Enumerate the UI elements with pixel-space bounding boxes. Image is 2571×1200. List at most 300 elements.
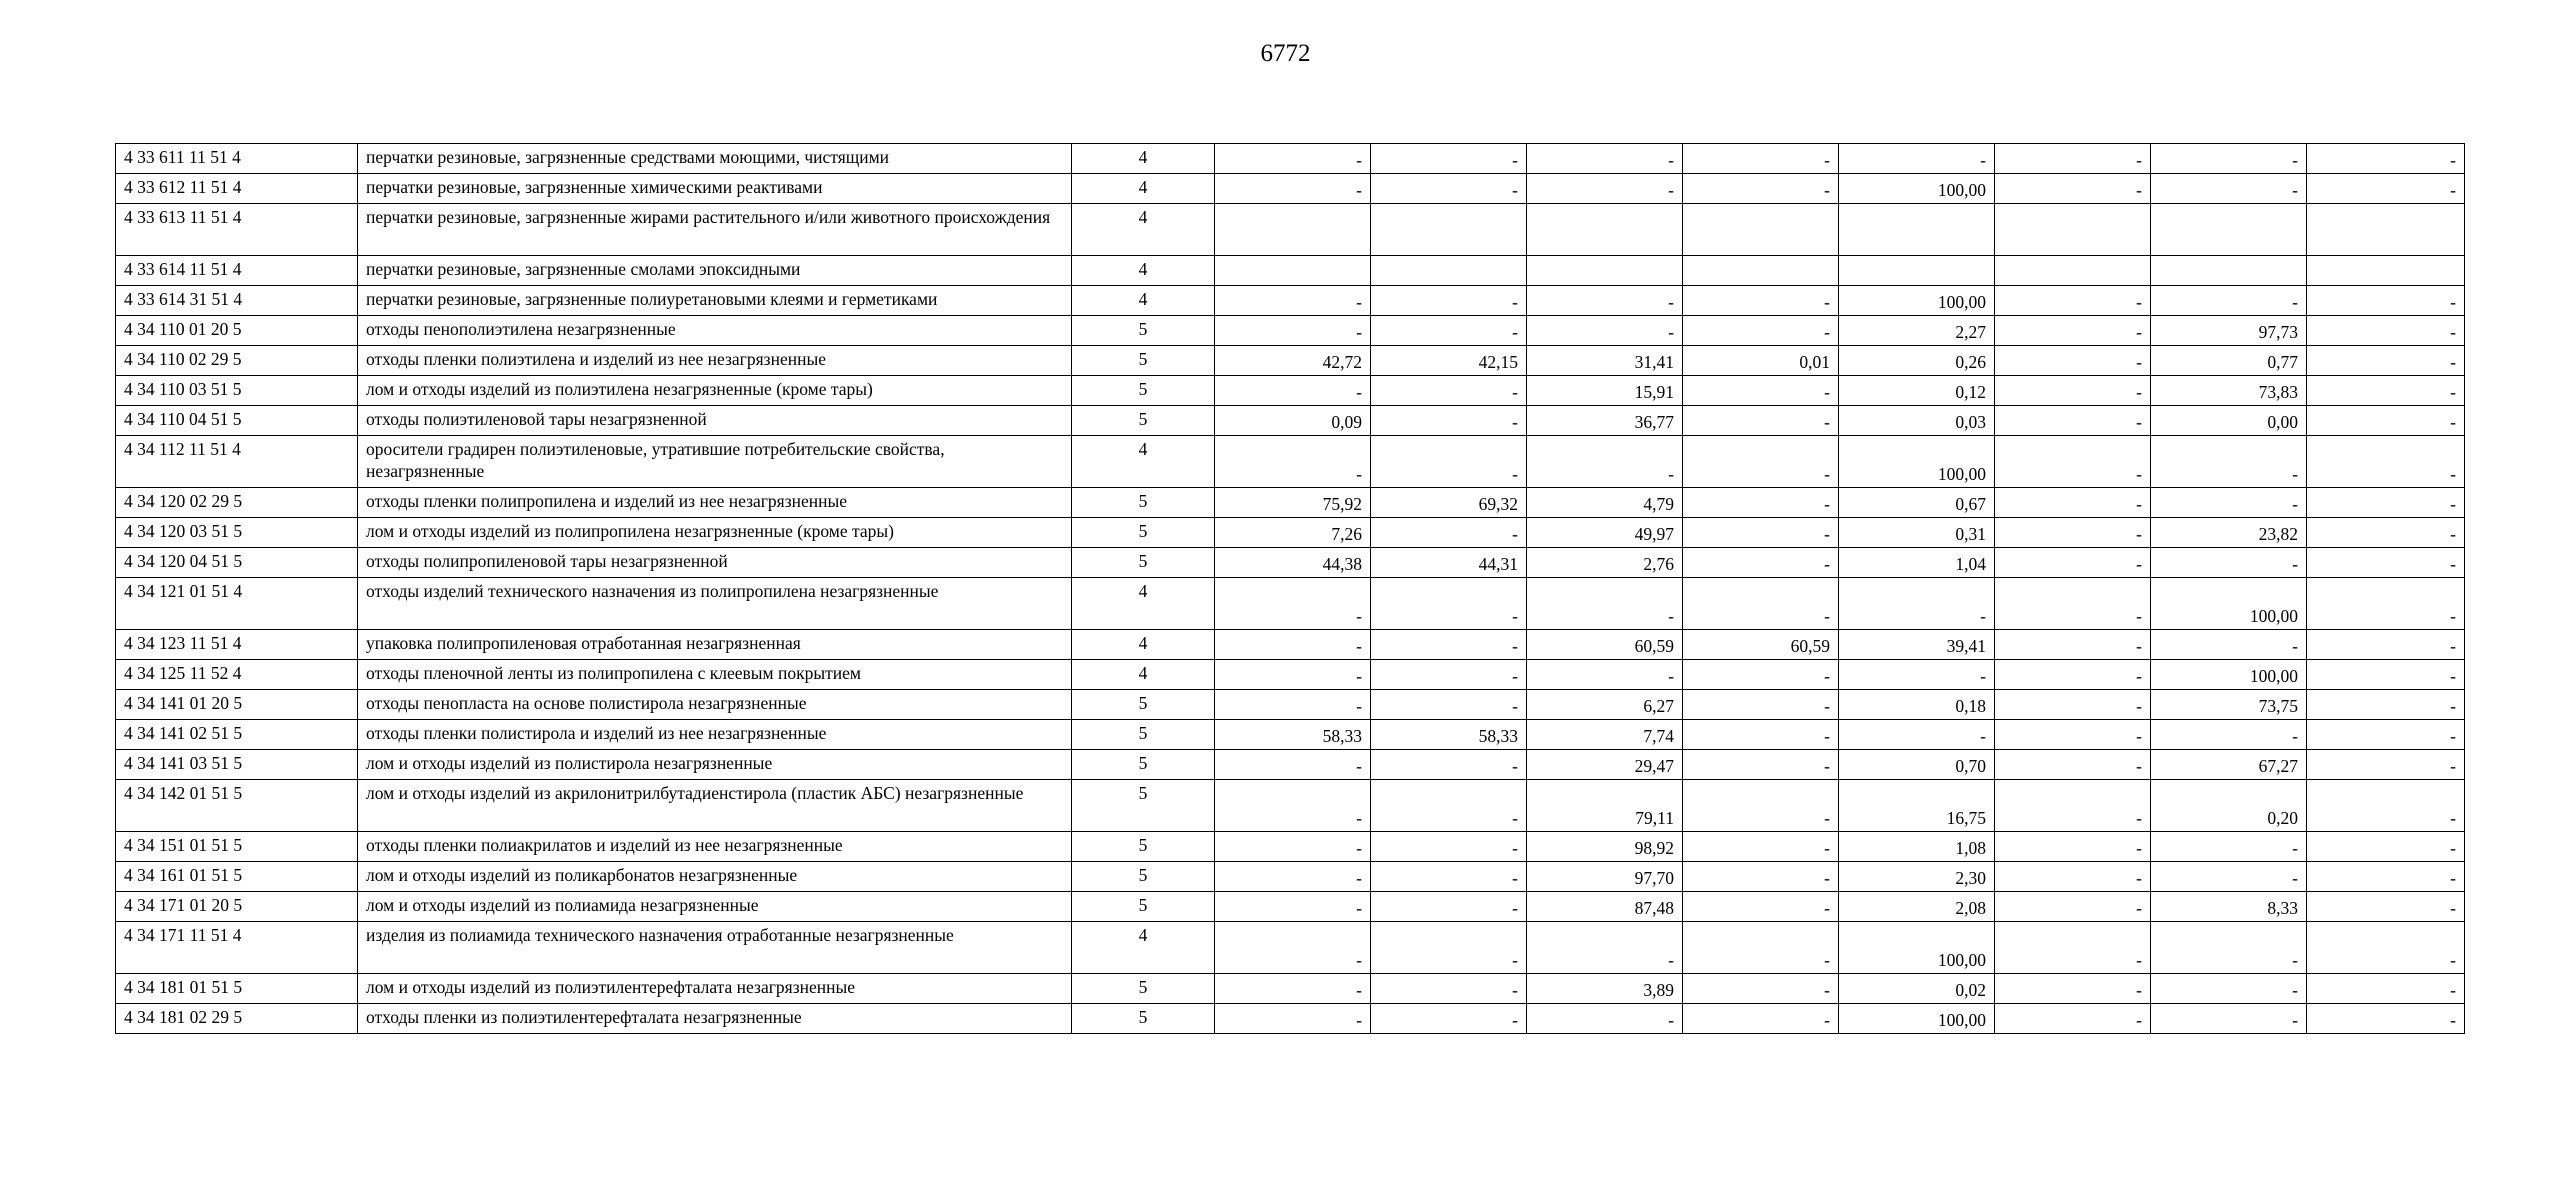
hazard-class-cell: 4 xyxy=(1072,922,1215,974)
value-cell: - xyxy=(1995,346,2151,376)
value-cell: - xyxy=(2307,286,2465,316)
value-cell: 0,77 xyxy=(2151,346,2307,376)
value-cell: 44,31 xyxy=(1371,548,1527,578)
value-cell: - xyxy=(2307,922,2465,974)
value-cell: - xyxy=(1215,578,1371,630)
waste-code-cell: 4 34 110 04 51 5 xyxy=(116,406,358,436)
value-cell: 44,38 xyxy=(1215,548,1371,578)
value-cell: 97,70 xyxy=(1527,862,1683,892)
value-cell: - xyxy=(1683,376,1839,406)
value-cell: - xyxy=(2307,376,2465,406)
waste-code-cell: 4 33 611 11 51 4 xyxy=(116,144,358,174)
value-cell: - xyxy=(1683,174,1839,204)
value-cell: 31,41 xyxy=(1527,346,1683,376)
table-row xyxy=(116,630,2465,660)
hazard-class-cell: 5 xyxy=(1072,832,1215,862)
value-cell: 7,74 xyxy=(1527,720,1683,750)
table-row xyxy=(116,286,2465,316)
value-cell: 67,27 xyxy=(2151,750,2307,780)
waste-code-cell: 4 34 110 01 20 5 xyxy=(116,316,358,346)
value-cell xyxy=(1371,256,1527,286)
table-row xyxy=(116,376,2465,406)
table-row xyxy=(116,204,2465,256)
table-row xyxy=(116,578,2465,630)
value-cell: - xyxy=(1995,174,2151,204)
table-row xyxy=(116,406,2465,436)
value-cell: - xyxy=(1527,316,1683,346)
value-cell: - xyxy=(1371,892,1527,922)
table-row xyxy=(116,660,2465,690)
value-cell: - xyxy=(1215,174,1371,204)
value-cell: 100,00 xyxy=(1839,922,1995,974)
waste-code-cell: 4 34 151 01 51 5 xyxy=(116,832,358,862)
value-cell: - xyxy=(1995,376,2151,406)
waste-name-cell: отходы пленки из полиэтилентерефталата незагрязненные xyxy=(358,1004,1072,1034)
value-cell: - xyxy=(1839,144,1995,174)
value-cell xyxy=(1995,204,2151,256)
value-cell: 79,11 xyxy=(1527,780,1683,832)
value-cell: - xyxy=(1215,1004,1371,1034)
value-cell: - xyxy=(2151,1004,2307,1034)
value-cell: - xyxy=(1215,144,1371,174)
value-cell: 29,47 xyxy=(1527,750,1683,780)
value-cell: 69,32 xyxy=(1371,488,1527,518)
waste-name-cell: перчатки резиновые, загрязненные средствами моющими, чистящими xyxy=(358,144,1072,174)
value-cell: - xyxy=(1215,922,1371,974)
waste-name-cell: лом и отходы изделий из акрилонитрилбутадиенстирола (пластик АБС) незагрязненные xyxy=(358,780,1072,832)
value-cell xyxy=(2151,204,2307,256)
value-cell: - xyxy=(1995,406,2151,436)
value-cell: 3,89 xyxy=(1527,974,1683,1004)
hazard-class-cell: 4 xyxy=(1072,256,1215,286)
value-cell: 60,59 xyxy=(1683,630,1839,660)
waste-code-cell: 4 34 161 01 51 5 xyxy=(116,862,358,892)
value-cell: 2,27 xyxy=(1839,316,1995,346)
value-cell: - xyxy=(2151,488,2307,518)
waste-name-cell: упаковка полипропиленовая отработанная незагрязненная xyxy=(358,630,1072,660)
value-cell: 0,26 xyxy=(1839,346,1995,376)
value-cell: 0,31 xyxy=(1839,518,1995,548)
value-cell: 0,01 xyxy=(1683,346,1839,376)
waste-code-cell: 4 34 171 01 20 5 xyxy=(116,892,358,922)
value-cell: - xyxy=(1995,578,2151,630)
hazard-class-cell: 5 xyxy=(1072,376,1215,406)
hazard-class-cell: 4 xyxy=(1072,436,1215,488)
waste-code-cell: 4 34 121 01 51 4 xyxy=(116,578,358,630)
value-cell: 0,12 xyxy=(1839,376,1995,406)
hazard-class-cell: 5 xyxy=(1072,862,1215,892)
value-cell: - xyxy=(1371,862,1527,892)
value-cell: - xyxy=(1995,892,2151,922)
value-cell: 2,30 xyxy=(1839,862,1995,892)
waste-code-cell: 4 33 614 31 51 4 xyxy=(116,286,358,316)
value-cell: - xyxy=(1683,660,1839,690)
value-cell: - xyxy=(1683,488,1839,518)
value-cell: 2,08 xyxy=(1839,892,1995,922)
value-cell: 97,73 xyxy=(2151,316,2307,346)
value-cell: - xyxy=(1683,548,1839,578)
value-cell: - xyxy=(1683,780,1839,832)
value-cell: - xyxy=(2307,690,2465,720)
hazard-class-cell: 5 xyxy=(1072,1004,1215,1034)
value-cell: - xyxy=(2151,286,2307,316)
value-cell: - xyxy=(2151,922,2307,974)
value-cell: - xyxy=(1371,660,1527,690)
value-cell: - xyxy=(1995,660,2151,690)
value-cell: - xyxy=(2151,436,2307,488)
value-cell: 23,82 xyxy=(2151,518,2307,548)
hazard-class-cell: 4 xyxy=(1072,174,1215,204)
table-row xyxy=(116,548,2465,578)
value-cell: 0,20 xyxy=(2151,780,2307,832)
waste-code-cell: 4 34 141 02 51 5 xyxy=(116,720,358,750)
value-cell: - xyxy=(1683,578,1839,630)
value-cell: - xyxy=(2307,518,2465,548)
hazard-class-cell: 4 xyxy=(1072,578,1215,630)
table-row xyxy=(116,780,2465,832)
table-row xyxy=(116,922,2465,974)
waste-code-cell: 4 34 120 04 51 5 xyxy=(116,548,358,578)
value-cell: 98,92 xyxy=(1527,832,1683,862)
value-cell: - xyxy=(2307,892,2465,922)
value-cell: - xyxy=(1371,780,1527,832)
value-cell: - xyxy=(1371,578,1527,630)
value-cell xyxy=(2307,256,2465,286)
value-cell: - xyxy=(1371,436,1527,488)
value-cell: 87,48 xyxy=(1527,892,1683,922)
waste-code-cell: 4 34 110 03 51 5 xyxy=(116,376,358,406)
value-cell: 39,41 xyxy=(1839,630,1995,660)
waste-name-cell: лом и отходы изделий из полиэтилена незагрязненные (кроме тары) xyxy=(358,376,1072,406)
value-cell xyxy=(1371,204,1527,256)
value-cell xyxy=(2307,204,2465,256)
value-cell: - xyxy=(2307,780,2465,832)
value-cell: - xyxy=(1995,974,2151,1004)
table-row xyxy=(116,974,2465,1004)
value-cell: - xyxy=(2151,720,2307,750)
hazard-class-cell: 5 xyxy=(1072,488,1215,518)
table-row xyxy=(116,316,2465,346)
hazard-class-cell: 5 xyxy=(1072,548,1215,578)
waste-name-cell: лом и отходы изделий из полипропилена незагрязненные (кроме тары) xyxy=(358,518,1072,548)
value-cell: - xyxy=(1527,660,1683,690)
waste-code-cell: 4 34 112 11 51 4 xyxy=(116,436,358,488)
value-cell: - xyxy=(1215,832,1371,862)
waste-name-cell: лом и отходы изделий из поликарбонатов незагрязненные xyxy=(358,862,1072,892)
table-row xyxy=(116,346,2465,376)
value-cell: - xyxy=(1995,750,2151,780)
value-cell: 0,02 xyxy=(1839,974,1995,1004)
table-row xyxy=(116,720,2465,750)
value-cell: - xyxy=(1683,518,1839,548)
waste-code-cell: 4 34 171 11 51 4 xyxy=(116,922,358,974)
value-cell xyxy=(1215,256,1371,286)
value-cell: - xyxy=(1215,892,1371,922)
hazard-class-cell: 4 xyxy=(1072,144,1215,174)
waste-name-cell: отходы пенопласта на основе полистирола незагрязненные xyxy=(358,690,1072,720)
hazard-class-cell: 5 xyxy=(1072,750,1215,780)
value-cell: - xyxy=(1995,780,2151,832)
value-cell: - xyxy=(1995,832,2151,862)
value-cell xyxy=(1995,256,2151,286)
hazard-class-cell: 5 xyxy=(1072,346,1215,376)
value-cell: - xyxy=(1683,316,1839,346)
value-cell: - xyxy=(1995,862,2151,892)
value-cell xyxy=(1683,256,1839,286)
value-cell: - xyxy=(1995,144,2151,174)
value-cell: 0,18 xyxy=(1839,690,1995,720)
value-cell: 36,77 xyxy=(1527,406,1683,436)
value-cell: - xyxy=(1683,720,1839,750)
value-cell: - xyxy=(1683,1004,1839,1034)
value-cell: - xyxy=(1371,832,1527,862)
table-row xyxy=(116,174,2465,204)
waste-code-cell: 4 34 181 02 29 5 xyxy=(116,1004,358,1034)
value-cell: - xyxy=(1371,174,1527,204)
table-row xyxy=(116,1004,2465,1034)
value-cell: 1,08 xyxy=(1839,832,1995,862)
value-cell: 73,75 xyxy=(2151,690,2307,720)
value-cell: - xyxy=(1371,750,1527,780)
value-cell: 73,83 xyxy=(2151,376,2307,406)
value-cell: - xyxy=(1527,436,1683,488)
value-cell: - xyxy=(2151,862,2307,892)
value-cell: - xyxy=(1683,832,1839,862)
value-cell: - xyxy=(2151,174,2307,204)
value-cell: 15,91 xyxy=(1527,376,1683,406)
waste-code-cell: 4 34 123 11 51 4 xyxy=(116,630,358,660)
value-cell: - xyxy=(2307,436,2465,488)
hazard-class-cell: 5 xyxy=(1072,892,1215,922)
value-cell xyxy=(2151,256,2307,286)
value-cell: - xyxy=(1683,436,1839,488)
waste-code-cell: 4 34 142 01 51 5 xyxy=(116,780,358,832)
waste-name-cell: отходы изделий технического назначения из полипропилена незагрязненные xyxy=(358,578,1072,630)
value-cell: - xyxy=(1995,690,2151,720)
value-cell: - xyxy=(1839,720,1995,750)
value-cell: - xyxy=(2151,548,2307,578)
value-cell: 4,79 xyxy=(1527,488,1683,518)
table-row xyxy=(116,436,2465,488)
value-cell: - xyxy=(2151,974,2307,1004)
waste-name-cell: отходы полипропиленовой тары незагрязненной xyxy=(358,548,1072,578)
value-cell: 75,92 xyxy=(1215,488,1371,518)
value-cell: - xyxy=(1215,316,1371,346)
value-cell: - xyxy=(2307,720,2465,750)
value-cell: - xyxy=(1527,922,1683,974)
value-cell: 0,09 xyxy=(1215,406,1371,436)
value-cell: - xyxy=(1527,286,1683,316)
value-cell: - xyxy=(2307,750,2465,780)
value-cell: 8,33 xyxy=(2151,892,2307,922)
value-cell: - xyxy=(1995,488,2151,518)
waste-code-cell: 4 34 120 03 51 5 xyxy=(116,518,358,548)
waste-name-cell: лом и отходы изделий из полистирола незагрязненные xyxy=(358,750,1072,780)
waste-code-cell: 4 34 141 03 51 5 xyxy=(116,750,358,780)
hazard-class-cell: 4 xyxy=(1072,630,1215,660)
value-cell: 100,00 xyxy=(1839,436,1995,488)
value-cell: 49,97 xyxy=(1527,518,1683,548)
value-cell: - xyxy=(1527,174,1683,204)
table-row xyxy=(116,488,2465,518)
value-cell: - xyxy=(1371,922,1527,974)
value-cell: - xyxy=(2307,630,2465,660)
value-cell: - xyxy=(1371,376,1527,406)
value-cell: - xyxy=(1215,750,1371,780)
value-cell: - xyxy=(1995,436,2151,488)
value-cell: 0,00 xyxy=(2151,406,2307,436)
waste-code-cell: 4 33 613 11 51 4 xyxy=(116,204,358,256)
waste-code-cell: 4 33 614 11 51 4 xyxy=(116,256,358,286)
value-cell: - xyxy=(1371,690,1527,720)
waste-name-cell: отходы пленки полиэтилена и изделий из нее незагрязненные xyxy=(358,346,1072,376)
value-cell: - xyxy=(2307,144,2465,174)
value-cell: - xyxy=(1839,660,1995,690)
hazard-class-cell: 4 xyxy=(1072,204,1215,256)
hazard-class-cell: 5 xyxy=(1072,518,1215,548)
value-cell: - xyxy=(1215,862,1371,892)
value-cell: - xyxy=(2307,660,2465,690)
value-cell: - xyxy=(1995,720,2151,750)
value-cell: - xyxy=(1527,578,1683,630)
waste-name-cell: перчатки резиновые, загрязненные смолами эпоксидными xyxy=(358,256,1072,286)
value-cell: 16,75 xyxy=(1839,780,1995,832)
waste-name-cell: отходы пенополиэтилена незагрязненные xyxy=(358,316,1072,346)
value-cell: 42,72 xyxy=(1215,346,1371,376)
value-cell: - xyxy=(1683,974,1839,1004)
waste-name-cell: оросители градирен полиэтиленовые, утратившие потребительские свойства, незагрязненные xyxy=(358,436,1072,488)
value-cell: - xyxy=(2151,144,2307,174)
value-cell: - xyxy=(2307,346,2465,376)
value-cell: 100,00 xyxy=(1839,286,1995,316)
value-cell: - xyxy=(1683,144,1839,174)
value-cell: - xyxy=(1371,406,1527,436)
value-cell xyxy=(1527,256,1683,286)
value-cell: - xyxy=(2151,630,2307,660)
value-cell: - xyxy=(1683,286,1839,316)
value-cell: - xyxy=(1215,660,1371,690)
value-cell: - xyxy=(1995,286,2151,316)
value-cell: - xyxy=(1215,690,1371,720)
value-cell: - xyxy=(1371,144,1527,174)
value-cell: 100,00 xyxy=(1839,174,1995,204)
value-cell: - xyxy=(1215,286,1371,316)
value-cell xyxy=(1527,204,1683,256)
hazard-class-cell: 5 xyxy=(1072,780,1215,832)
value-cell: - xyxy=(1995,518,2151,548)
value-cell: 58,33 xyxy=(1371,720,1527,750)
waste-code-cell: 4 34 125 11 52 4 xyxy=(116,660,358,690)
table-row xyxy=(116,690,2465,720)
waste-code-cell: 4 34 141 01 20 5 xyxy=(116,690,358,720)
value-cell: 7,26 xyxy=(1215,518,1371,548)
value-cell: - xyxy=(2307,832,2465,862)
waste-name-cell: отходы пленки полипропилена и изделий из нее незагрязненные xyxy=(358,488,1072,518)
waste-code-cell: 4 34 181 01 51 5 xyxy=(116,974,358,1004)
value-cell: - xyxy=(2307,174,2465,204)
hazard-class-cell: 5 xyxy=(1072,406,1215,436)
value-cell: - xyxy=(1215,436,1371,488)
waste-name-cell: изделия из полиамида технического назначения отработанные незагрязненные xyxy=(358,922,1072,974)
value-cell: - xyxy=(2307,406,2465,436)
waste-code-cell: 4 33 612 11 51 4 xyxy=(116,174,358,204)
value-cell: - xyxy=(1683,922,1839,974)
value-cell: - xyxy=(2307,548,2465,578)
value-cell: - xyxy=(1995,548,2151,578)
waste-name-cell: перчатки резиновые, загрязненные химическими реактивами xyxy=(358,174,1072,204)
waste-composition-table xyxy=(115,143,2465,1034)
waste-name-cell: отходы полиэтиленовой тары незагрязненной xyxy=(358,406,1072,436)
value-cell: - xyxy=(2307,316,2465,346)
value-cell xyxy=(1839,256,1995,286)
value-cell: 60,59 xyxy=(1527,630,1683,660)
value-cell: - xyxy=(1683,690,1839,720)
table-row xyxy=(116,892,2465,922)
value-cell: - xyxy=(1683,892,1839,922)
hazard-class-cell: 5 xyxy=(1072,720,1215,750)
value-cell: - xyxy=(2307,862,2465,892)
waste-name-cell: перчатки резиновые, загрязненные жирами растительного и/или животного происхождения xyxy=(358,204,1072,256)
table-row xyxy=(116,862,2465,892)
value-cell: - xyxy=(1995,1004,2151,1034)
value-cell: - xyxy=(1215,974,1371,1004)
waste-name-cell: лом и отходы изделий из полиамида незагрязненные xyxy=(358,892,1072,922)
waste-name-cell: лом и отходы изделий из полиэтилентерефталата незагрязненные xyxy=(358,974,1072,1004)
value-cell: - xyxy=(1527,1004,1683,1034)
value-cell: - xyxy=(1839,578,1995,630)
value-cell: - xyxy=(2307,1004,2465,1034)
value-cell: 2,76 xyxy=(1527,548,1683,578)
value-cell: - xyxy=(1995,630,2151,660)
value-cell: - xyxy=(2307,974,2465,1004)
value-cell: 100,00 xyxy=(2151,578,2307,630)
value-cell: - xyxy=(1215,780,1371,832)
value-cell: - xyxy=(1527,144,1683,174)
table-row xyxy=(116,518,2465,548)
waste-code-cell: 4 34 120 02 29 5 xyxy=(116,488,358,518)
value-cell: 58,33 xyxy=(1215,720,1371,750)
hazard-class-cell: 5 xyxy=(1072,974,1215,1004)
value-cell: - xyxy=(2307,488,2465,518)
value-cell: 1,04 xyxy=(1839,548,1995,578)
value-cell: - xyxy=(1371,518,1527,548)
value-cell: - xyxy=(1371,316,1527,346)
table-row xyxy=(116,144,2465,174)
value-cell: - xyxy=(2307,578,2465,630)
waste-name-cell: отходы пленки полистирола и изделий из нее незагрязненные xyxy=(358,720,1072,750)
value-cell: - xyxy=(1371,286,1527,316)
value-cell: 42,15 xyxy=(1371,346,1527,376)
page-number: 6772 xyxy=(1260,40,1311,67)
value-cell: - xyxy=(1371,1004,1527,1034)
waste-name-cell: перчатки резиновые, загрязненные полиуретановыми клеями и герметиками xyxy=(358,286,1072,316)
value-cell: - xyxy=(1215,630,1371,660)
value-cell xyxy=(1839,204,1995,256)
hazard-class-cell: 4 xyxy=(1072,660,1215,690)
value-cell: - xyxy=(1683,862,1839,892)
value-cell: 0,03 xyxy=(1839,406,1995,436)
value-cell xyxy=(1215,204,1371,256)
table-row xyxy=(116,750,2465,780)
value-cell: - xyxy=(1995,316,2151,346)
value-cell: - xyxy=(1995,922,2151,974)
value-cell: - xyxy=(2151,832,2307,862)
value-cell: 100,00 xyxy=(1839,1004,1995,1034)
value-cell: - xyxy=(1683,406,1839,436)
hazard-class-cell: 5 xyxy=(1072,316,1215,346)
table-row xyxy=(116,256,2465,286)
value-cell xyxy=(1683,204,1839,256)
